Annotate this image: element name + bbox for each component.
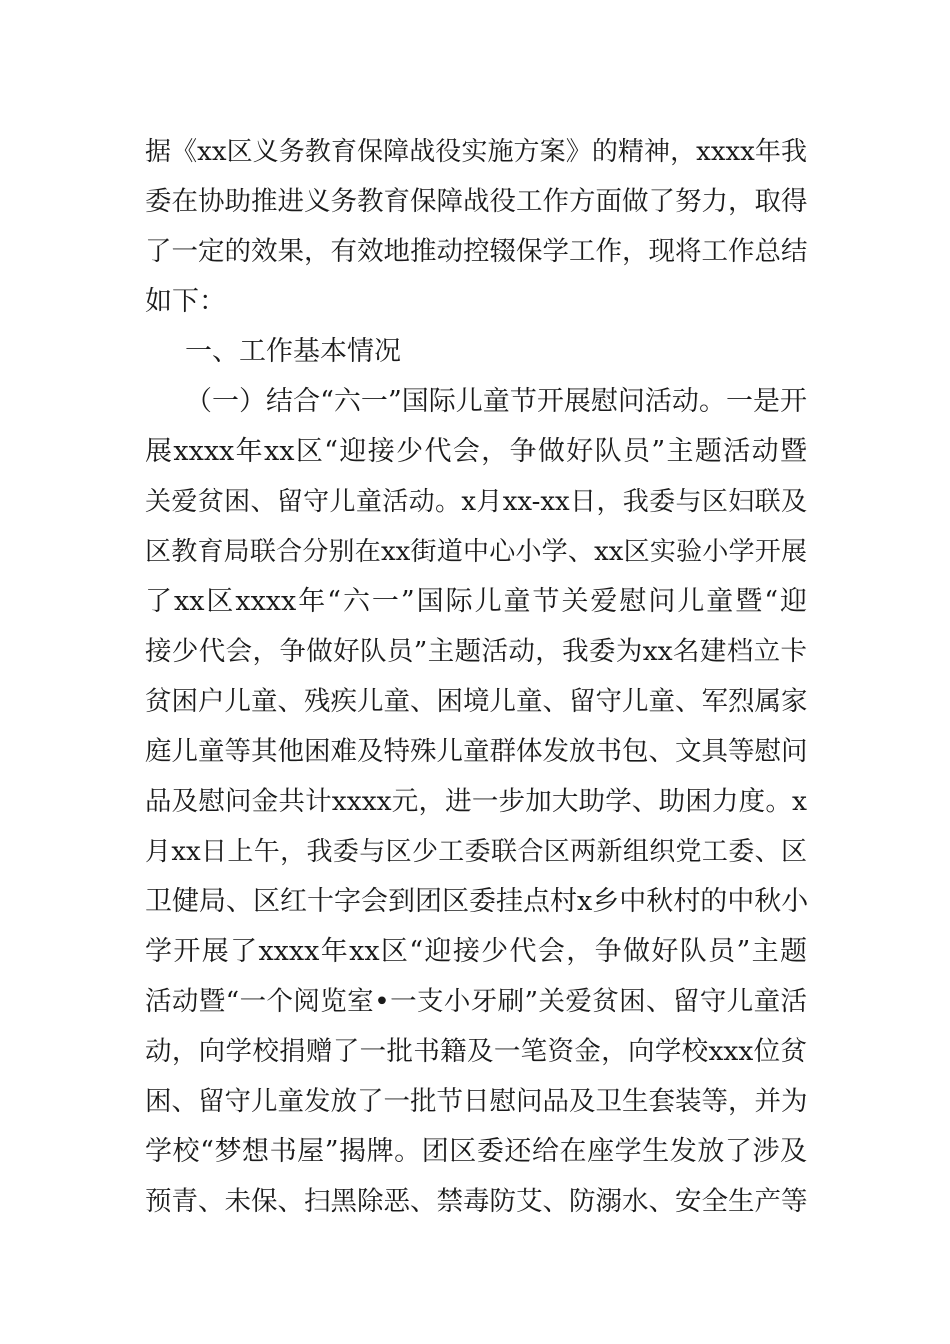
paragraph-line: 困、留守儿童发放了一批节日慰问品及卫生套装等，并为 — [145, 1086, 808, 1117]
paragraph-line: 如下： — [145, 286, 226, 317]
paragraph-line: 区教育局联合分别在xx街道中心小学、xx区实验小学开展 — [145, 537, 807, 567]
paragraph-line: 卫健局、区红十字会到团区委挂点村x乡中秋村的中秋小 — [145, 886, 809, 917]
paragraph-line: 月xx日上午，我委与区少工委联合区两新组织党工委、区 — [145, 837, 807, 867]
paragraph-line: 学开展了xxxx年xx区“迎接少代会，争做好队员”主题 — [145, 936, 807, 967]
paragraph-line: 委在协助推进义务教育保障战役工作方面做了努力，取得 — [145, 186, 808, 217]
paragraph-line: （一）结合“六一”国际儿童节开展慰问活动。一是开 — [185, 386, 807, 417]
paragraph-line: 展xxxx年xx区“迎接少代会，争做好队员”主题活动暨 — [145, 436, 807, 467]
paragraph-line: 庭儿童等其他困难及特殊儿童群体发放书包、文具等慰问 — [145, 736, 808, 767]
paragraph-line: 活动暨“一个阅览室•一支小牙刷”关爱贫困、留守儿童活 — [145, 986, 807, 1017]
paragraph-line: 学校“梦想书屋”揭牌。团区委还给在座学生发放了涉及 — [145, 1136, 807, 1167]
paragraph-line: 品及慰问金共计xxxx元，进一步加大助学、助困力度。x — [145, 786, 807, 817]
paragraph-line: 据《xx区义务教育保障战役实施方案》的精神，xxxx年我 — [145, 137, 807, 167]
paragraph-line: 了xx区xxxx年“六一”国际儿童节关爱慰问儿童暨“迎 — [145, 586, 807, 617]
paragraph-line: 接少代会，争做好队员”主题活动，我委为xx名建档立卡 — [145, 636, 807, 667]
paragraph-line: 关爱贫困、留守儿童活动。x月xx-xx日，我委与区妇联及 — [145, 487, 807, 517]
paragraph-line: 了一定的效果，有效地推动控辍保学工作，现将工作总结 — [145, 236, 808, 267]
paragraph-line: 动，向学校捐赠了一批书籍及一笔资金，向学校xxx位贫 — [145, 1036, 807, 1067]
section-heading: 一、工作基本情况 — [185, 336, 401, 367]
paragraph-line: 贫困户儿童、残疾儿童、困境儿童、留守儿童、军烈属家 — [145, 686, 808, 717]
paragraph-line: 预青、未保、扫黑除恶、禁毒防艾、防溺水、安全生产等 — [145, 1186, 808, 1217]
